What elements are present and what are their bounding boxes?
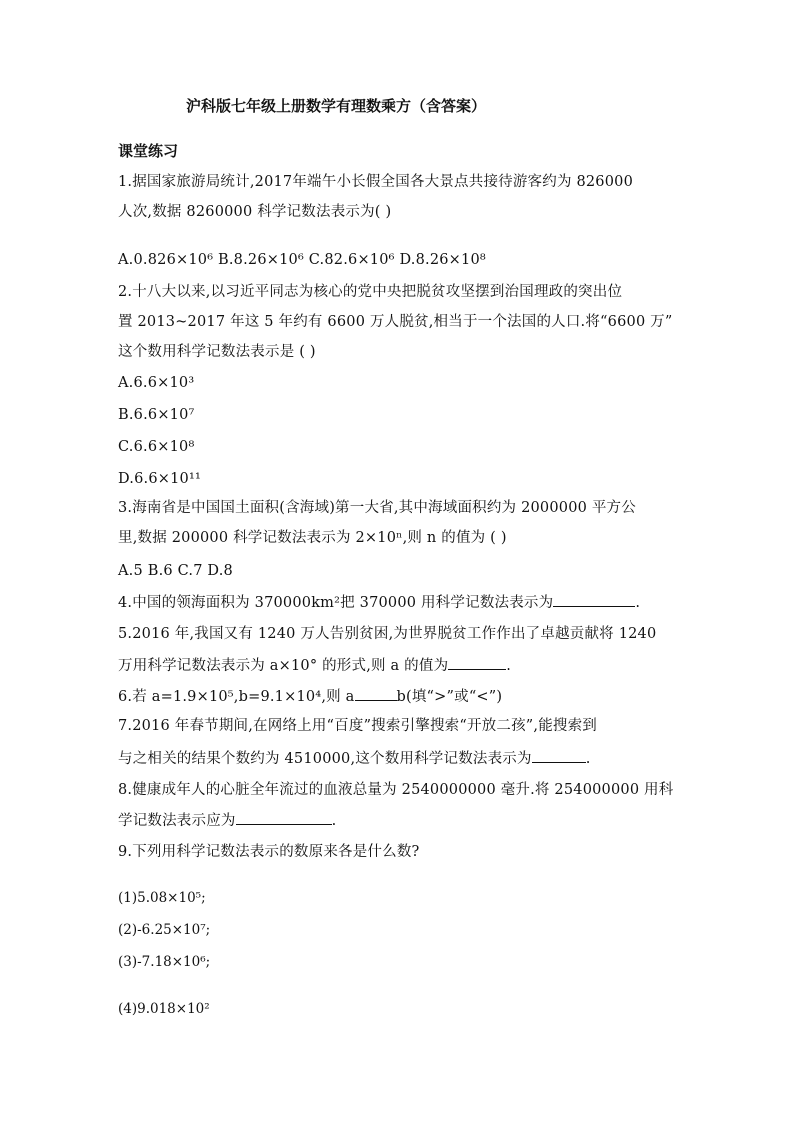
q6-line bbox=[118, 686, 502, 707]
q8-line1: 8.健康成年人的心脏全年流过的血液总量为 2540000000 毫升.将 254000000 用科 bbox=[118, 782, 674, 798]
q2-option-d: D.6.6×10¹¹ bbox=[118, 471, 202, 487]
q5-end: . bbox=[506, 658, 512, 674]
q8-line2 bbox=[118, 810, 336, 831]
answer-blank[interactable] bbox=[532, 748, 586, 763]
q3-line2: 里,数据 200000 科学记数法表示为 2×10ⁿ,则 n 的值为 ( ) bbox=[118, 530, 507, 546]
q6-end: b(填“>”或“<”) bbox=[396, 689, 503, 705]
q3-line1: 3.海南省是中国国土面积(含海域)第一大省,其中海域面积约为 2000000 平方公 bbox=[118, 500, 636, 516]
q7-line1: 7.2016 年春节期间,在网络上用“百度”搜索引擎搜索“开放二孩”,能搜索到 bbox=[118, 718, 598, 734]
q2-line1: 2.十八大以来,以习近平同志为核心的党中央把脱贫攻坚摆到治国理政的突出位 bbox=[118, 284, 623, 300]
q1-options: A.0.826×10⁶ B.8.26×10⁶ C.82.6×10⁶ D.8.26×10⁸ bbox=[118, 252, 486, 268]
answer-blank[interactable] bbox=[553, 592, 635, 607]
q9-prompt: 9.下列用科学记数法表示的数原来各是什么数? bbox=[118, 844, 420, 860]
q3-options: A.5 B.6 C.7 D.8 bbox=[118, 563, 233, 579]
answer-blank[interactable] bbox=[448, 655, 506, 670]
q7-text: 与之相关的结果个数约为 4510000,这个数用科学记数法表示为 bbox=[118, 751, 532, 767]
q9-item-4: (4)9.018×10² bbox=[118, 1001, 210, 1017]
q7-end: . bbox=[585, 751, 591, 767]
q6-text: 6.若 a=1.9×10⁵,b=9.1×10⁴,则 a bbox=[118, 689, 355, 705]
q2-option-a: A.6.6×10³ bbox=[118, 375, 195, 391]
q9-item-3: (3)-7.18×10⁶; bbox=[118, 954, 211, 970]
q5-text: 万用科学记数法表示为 a×10° 的形式,则 a 的值为 bbox=[118, 658, 449, 674]
answer-blank[interactable] bbox=[355, 686, 397, 701]
q2-line2: 置 2013~2017 年这 5 年约有 6600 万人脱贫,相当于一个法国的人口.将“6600 万” bbox=[118, 314, 673, 330]
answer-blank[interactable] bbox=[236, 810, 332, 825]
q4-line bbox=[118, 592, 640, 613]
q5-line1: 5.2016 年,我国又有 1240 万人告别贫困,为世界脱贫工作作出了卓越贡献将 1240 bbox=[118, 626, 657, 642]
q2-option-c: C.6.6×10⁸ bbox=[118, 439, 195, 455]
q8-end: . bbox=[331, 813, 337, 829]
q8-text: 学记数法表示应为 bbox=[118, 813, 236, 829]
q2-line3: 这个数用科学记数法表示是 ( ) bbox=[118, 344, 316, 360]
q4-text: 4.中国的领海面积为 370000km²把 370000 用科学记数法表示为 bbox=[118, 595, 554, 611]
q7-line2 bbox=[118, 748, 591, 769]
q1-line2: 人次,数据 8260000 科学记数法表示为( ) bbox=[118, 204, 392, 220]
q4-end: . bbox=[635, 595, 641, 611]
q9-item-1: (1)5.08×10⁵; bbox=[118, 890, 206, 906]
section-heading: 课堂练习 bbox=[118, 142, 179, 160]
q1-line1: 1.据国家旅游局统计,2017年端午小长假全国各大景点共接待游客约为 826000 bbox=[118, 174, 634, 190]
q9-item-2: (2)-6.25×10⁷; bbox=[118, 922, 211, 938]
q2-option-b: B.6.6×10⁷ bbox=[118, 407, 195, 423]
page-title: 沪科版七年级上册数学有理数乘方（含答案） bbox=[186, 97, 487, 115]
q5-line2 bbox=[118, 655, 511, 676]
